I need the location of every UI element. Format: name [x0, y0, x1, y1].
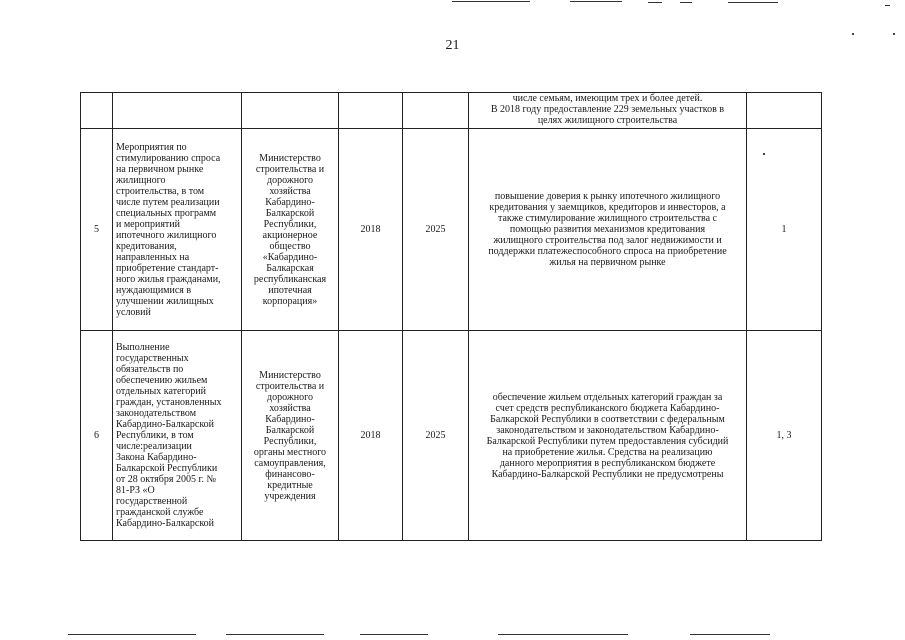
table-row: [81, 129, 822, 331]
cell-start: 2018: [339, 129, 403, 331]
page-number: 21: [445, 38, 460, 53]
cell-end: 2025: [403, 331, 469, 541]
scan-line-top-1: [452, 1, 530, 2]
scan-line-bottom-3: [360, 634, 428, 635]
cell-executor: [242, 93, 339, 129]
scan-mark-2: [893, 33, 895, 35]
table-row: [81, 331, 822, 541]
cell-executor: Министерство строительства и дорожного хозяйства Кабардино- Балкарской Республики, акционерное общество «Кабардино- Балкарская республиканская ипотечная корпорация»: [253, 152, 327, 307]
table-row-continuation: [81, 93, 822, 129]
cell-num: 5: [81, 129, 113, 331]
cell-num: 6: [81, 331, 113, 541]
scan-mark-1: [852, 33, 854, 35]
cell-title: [113, 93, 242, 129]
cell-indicators: [747, 93, 822, 129]
cell-num: [81, 93, 113, 129]
scan-line-bottom-4: [498, 634, 628, 635]
cell-result: повышение доверия к рынку ипотечного жилищного кредитования у заемщиков, кредиторов и инвесторов, а также стимулирование жилищного строительства с помощью развития механизмов кредитования жилищного строительства под залог недвижимости и поддержки платежеспособного спроса на приобретение жилья на первичном рынке: [488, 191, 727, 268]
cell-end: [403, 93, 469, 129]
cell-executor: Министерство строительства и дорожного хозяйства Кабардино- Балкарской Республики, органы местного самоуправления, финансово- кредитные учреждения: [253, 369, 327, 502]
cell-result: обеспечение жильем отдельных категорий граждан за счет средств республиканского бюджета Кабардино- Балкарской Республики в соответствии с федеральным законодательством и законодательством Кабардино- Балкарской Республики путем предоставления субсидий на приобретение жилья. Средства на реализацию данного мероприятия в республиканском бюджете Кабардино-Балкарской Республики не предусмотрены: [486, 391, 729, 480]
cell-end: 2025: [403, 129, 469, 331]
scan-line-bottom-1: [68, 634, 196, 635]
cell-indicators: 1, 3: [747, 331, 822, 541]
scan-line-bottom-5: [690, 634, 770, 635]
cell-start: [339, 93, 403, 129]
scan-line-top-5: [728, 2, 778, 3]
cell-title: Мероприятия по стимулированию спроса на первичном рынке жилищного строительства, в том числе путем реализации специальных программ и мероприятий ипотечного жилищного кредитования, направленных на приобретение стандарт- ного жилья гражданами, нуждающимися в улучшении жилищных условий: [116, 141, 221, 318]
scan-line-top-3: [648, 2, 662, 3]
cell-title: Выполнение государственных обязательств по обеспечению жильем отдельных категорий граждан, установленных законодательством Кабардино-Балкарской Республики, в том числе:реализации Закона Кабардино- Балкарской Республики от 28 октября 2005 г. № 81-РЗ «О государственной гражданской службе Кабардино-Балкарской: [116, 342, 222, 529]
cell-indicators: 1: [747, 129, 822, 331]
program-measures-table: [80, 92, 822, 541]
scan-line-top-6: [885, 5, 890, 6]
cell-result: числе семьям, имеющим трех и более детей. В 2018 году предоставление 229 земельных участков в целях жилищного строительства: [469, 93, 747, 129]
scan-line-bottom-2: [226, 634, 324, 635]
scan-line-top-2: [570, 1, 622, 2]
scan-line-top-4: [680, 2, 692, 3]
cell-start: 2018: [339, 331, 403, 541]
